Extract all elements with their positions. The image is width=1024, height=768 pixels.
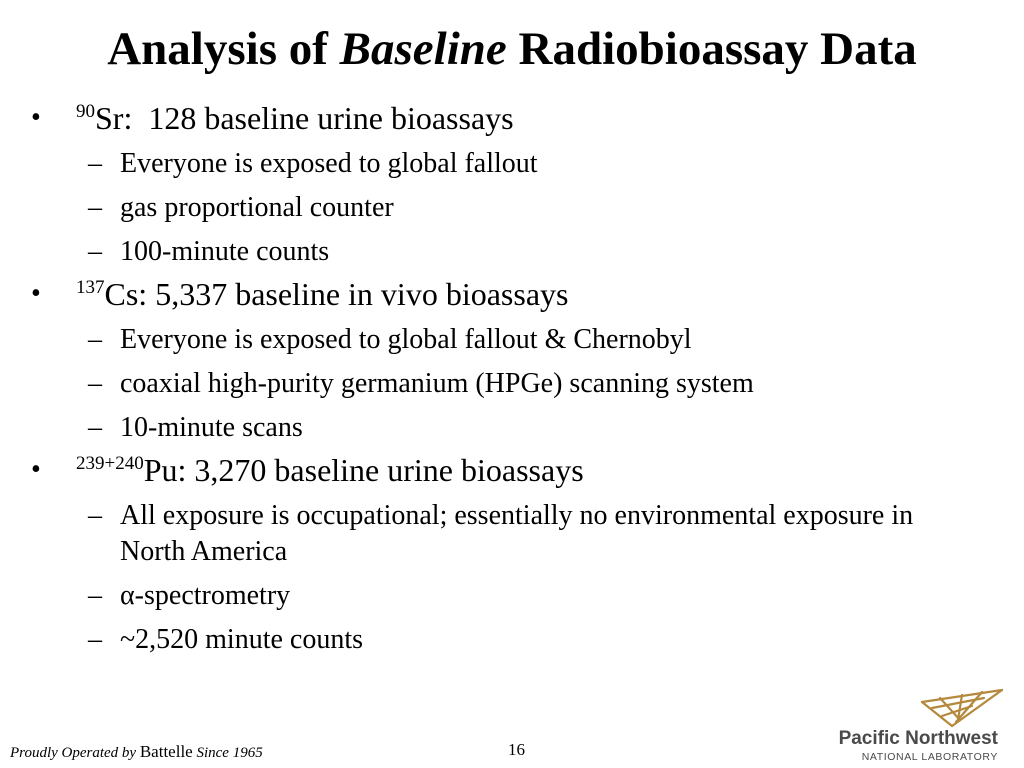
sub-bullet (0, 190, 1024, 226)
bullet-sr90 (0, 98, 1024, 138)
dash-marker: – (88, 624, 102, 655)
title-italic: Baseline (339, 23, 507, 75)
sub-bullet-text: coaxial high-purity germanium (HPGe) scanning system (120, 368, 754, 399)
dash-marker: – (88, 148, 102, 179)
bullet-dot: • (31, 454, 41, 485)
isotope-element: Pu: (143, 452, 187, 488)
sub-bullet-text: Everyone is exposed to global fallout (120, 148, 538, 179)
dash-marker: – (88, 192, 102, 223)
sub-bullet-text: gas proportional counter (120, 192, 394, 223)
sub-bullet-text: Everyone is exposed to global fallout & Chernobyl (120, 324, 692, 355)
sub-bullet (0, 578, 1024, 614)
footer-prefix: Proudly Operated by (10, 745, 137, 761)
bullet-text: 5,337 baseline in vivo bioassays (147, 276, 569, 312)
bullet-text: 128 baseline urine bioassays (132, 100, 514, 136)
pnnl-logo-icon (918, 684, 1010, 728)
logo-text-line2: NATIONAL LABORATORY (861, 751, 998, 763)
title-suffix: Radiobioassay Data (518, 23, 917, 75)
footer-brand: Battelle (139, 742, 193, 761)
bullet-pu239 (0, 450, 1024, 490)
isotope-mass: 137 (76, 277, 105, 298)
isotope-mass: 90 (76, 101, 95, 122)
sub-bullet-text: All exposure is occupational; essentially no environmental exposure in North America (120, 500, 914, 567)
dash-marker: – (88, 324, 102, 355)
isotope-element: Cs: (104, 276, 148, 312)
page-number: 16 (508, 740, 525, 759)
dash-marker: – (88, 500, 102, 531)
logo-text-line1: Pacific Northwest (838, 728, 998, 749)
sub-bullet (0, 498, 1024, 570)
isotope-mass: 239+240 (76, 453, 144, 474)
sub-bullet (0, 366, 1024, 402)
sub-bullet-text: 10-minute scans (120, 412, 303, 443)
sub-bullet-text: 100-minute counts (120, 236, 330, 267)
sub-bullet (0, 622, 1024, 658)
bullet-dot: • (31, 278, 41, 309)
sub-bullet-text: α-spectrometry (120, 580, 291, 611)
footer-tagline (10, 742, 263, 762)
bullet-dot: • (31, 102, 41, 133)
bullet-text: 3,270 baseline urine bioassays (186, 452, 584, 488)
sub-bullet (0, 322, 1024, 358)
bullet-list (0, 94, 1024, 658)
sub-bullet (0, 146, 1024, 182)
dash-marker: – (88, 580, 102, 611)
bullet-cs137 (0, 274, 1024, 314)
sub-bullet (0, 410, 1024, 446)
title-prefix: Analysis of (107, 23, 328, 75)
isotope-element: Sr: (95, 100, 133, 136)
pnnl-logo (826, 684, 1012, 768)
sub-bullet (0, 234, 1024, 270)
dash-marker: – (88, 236, 102, 267)
dash-marker: – (88, 368, 102, 399)
sub-bullet-text: ~2,520 minute counts (120, 624, 364, 655)
dash-marker: – (88, 412, 102, 443)
slide-title (0, 14, 1024, 84)
footer-suffix: Since 1965 (196, 745, 263, 761)
